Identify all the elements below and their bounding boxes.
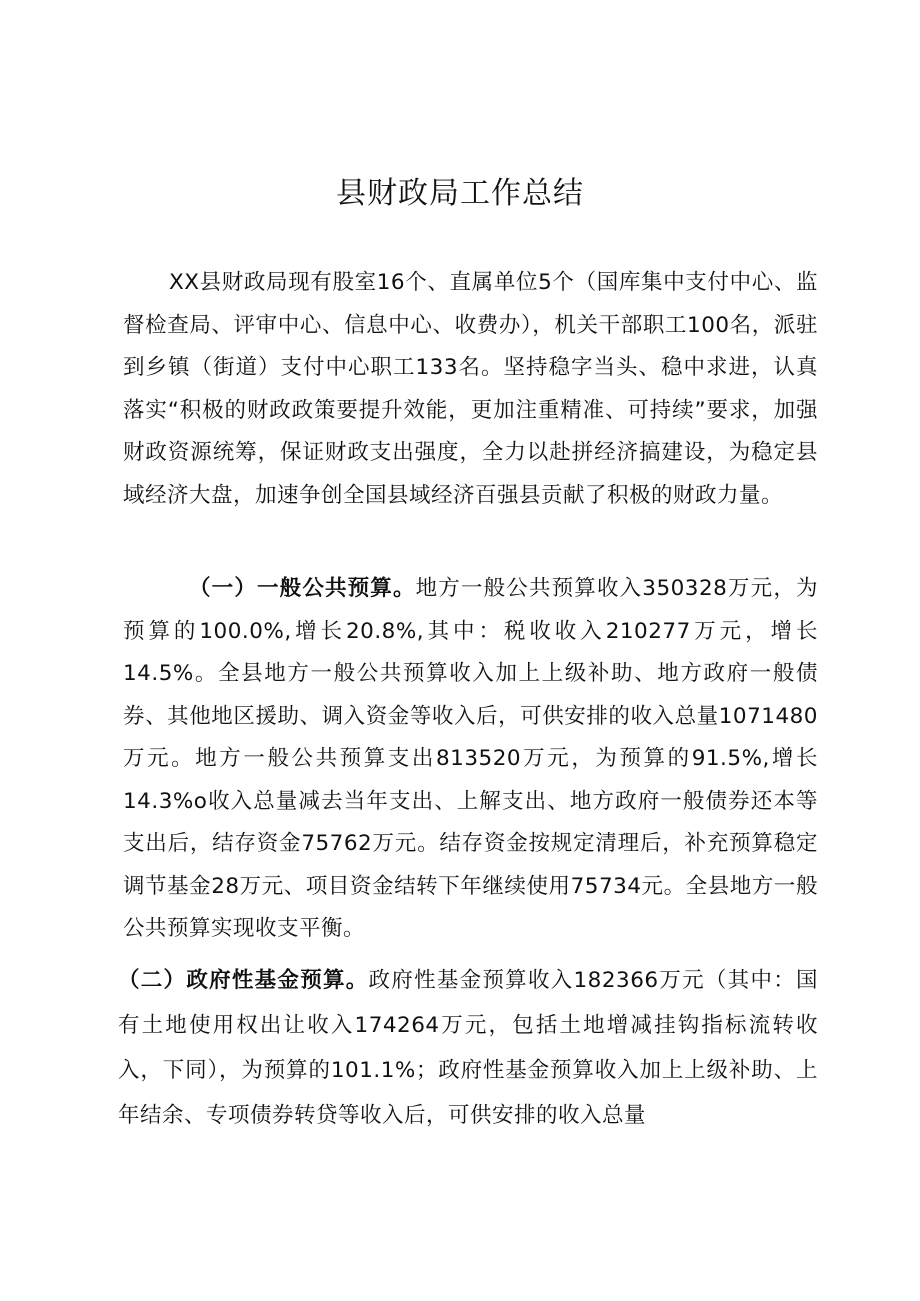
section-government-fund-budget-body: 政府性基金预算收入182366万元（其中：国有土地使用权出让收入174264万元，包括土地增减挂钩指标流转收入，下同），为预算的101.1%；政府性基金预算收入加上上级补助、上年结余、专项债券转贷等收入后，可供安排的收入总量 (118, 968, 818, 1128)
section-general-budget (123, 568, 818, 951)
document-title: 县财政局工作总结 (336, 176, 584, 211)
section-government-fund-budget-heading: （二）政府性基金预算。 (118, 968, 369, 993)
section-government-fund-budget (118, 958, 818, 1138)
intro-paragraph: XX县财政局现有股室16个、直属单位5个（国库集中支付中心、监督检查局、评审中心、信息中心、收费办），机关干部职工100名，派驻到乡镇（街道）支付中心职工133名。坚持稳字当头、稳中求进，认真落实“积极的财政政策要提升效能，更加注重精准、可持续”要求，加强财政资源统筹，保证财政支出强度，全力以赴拼经济搞建设，为稳定县域经济大盘，加速争创全国县域经济百强县贡献了积极的财政力量。 (123, 270, 818, 508)
section-general-budget-heading: （一）一般公共预算。 (189, 576, 416, 601)
section-general-budget-body: 地方一般公共预算收入350328万元，为预算的100.0%,增长20.8%,其中：税收收入210277万元，增长14.5%。全县地方一般公共预算收入加上上级补助、地方政府一般债券、其他地区援助、调入资金等收入后，可供安排的收入总量1071480万元。地方一般公共预算支出813520万元，为预算的91.5%,增长14.3%o收入总量减去当年支出、上解支出、地方政府一般债券还本等支出后，结存资金75762万元。结存资金按规定清理后，补充预算稳定调节基金28万元、项目资金结转下年继续使用75734元。全县地方一般公共预算实现收支平衡。 (123, 576, 818, 941)
